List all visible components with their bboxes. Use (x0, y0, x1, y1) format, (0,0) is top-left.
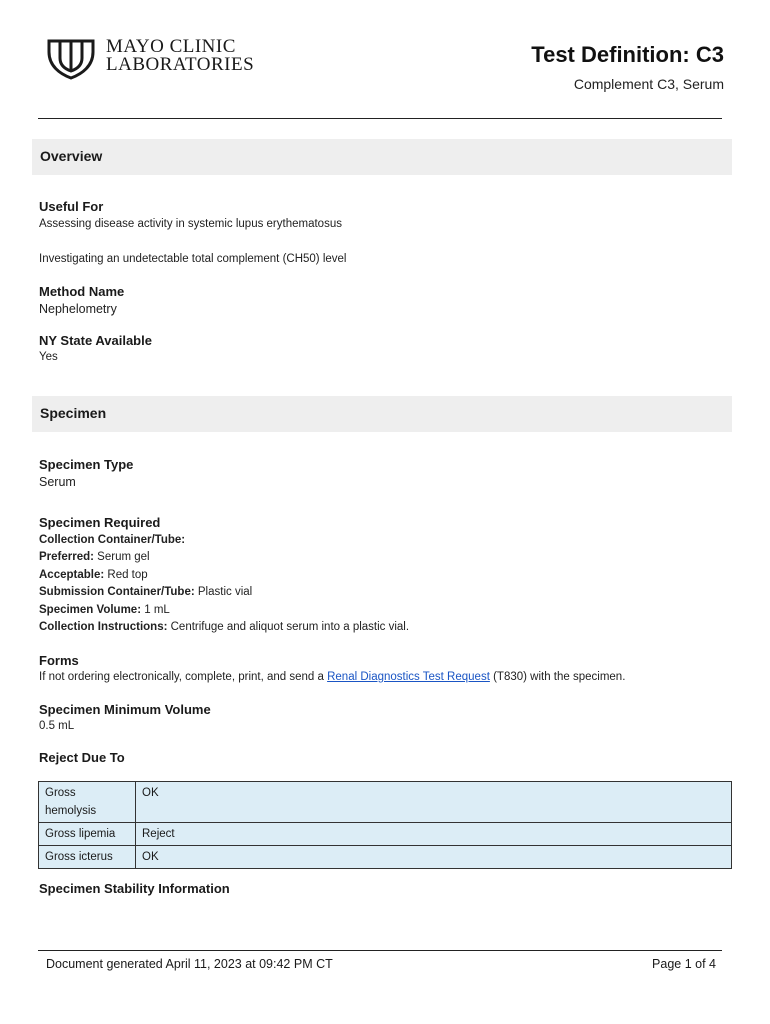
header-divider (38, 118, 722, 119)
reject-result: OK (136, 782, 732, 823)
instructions-line (39, 621, 409, 633)
page-title: Test Definition: C3 (531, 42, 724, 67)
collection-container-label: Collection Container/Tube: (39, 534, 186, 546)
acceptable-value: Red top (107, 569, 148, 581)
instructions-value: Centrifuge and aliquot serum into a plastic vial. (170, 621, 410, 633)
reject-condition: Gross icterus (39, 846, 136, 869)
volume-value: 1 mL (144, 604, 170, 616)
useful-for-item: Assessing disease activity in systemic lupus erythematosus (39, 218, 342, 230)
table-row (39, 782, 732, 823)
forms-text-before: If not ordering electronically, complete, print, and send a (39, 671, 324, 683)
page-number: Page 1 of 4 (652, 957, 716, 971)
reject-condition: Gross hemolysis (39, 782, 136, 823)
forms-text (39, 671, 625, 683)
overview-section-header (32, 139, 732, 175)
stability-heading: Specimen Stability Information (39, 881, 230, 896)
useful-for-item: Investigating an undetectable total complement (CH50) level (39, 253, 347, 265)
useful-for-heading: Useful For (39, 199, 104, 214)
instructions-label: Collection Instructions: (39, 621, 168, 633)
reject-result: Reject (136, 823, 732, 846)
ny-state-value: Yes (39, 351, 58, 363)
generated-date: Document generated April 11, 2023 at 09:42 PM CT (46, 957, 333, 971)
ny-state-heading: NY State Available (39, 333, 152, 348)
reject-condition: Gross lipemia (39, 823, 136, 846)
collection-container-line (39, 534, 185, 546)
reject-table (38, 781, 732, 869)
submission-value: Plastic vial (197, 586, 253, 598)
acceptable-label: Acceptable: (39, 569, 105, 581)
minimum-volume-value: 0.5 mL (39, 720, 75, 732)
logo-line-1: MAYO CLINIC (106, 36, 236, 57)
logo-line-2: LABORATORIES (106, 54, 255, 75)
submission-line (39, 586, 252, 598)
overview-section-title: Overview (40, 148, 103, 164)
method-name-heading: Method Name (39, 284, 125, 299)
preferred-line (39, 551, 150, 563)
minimum-volume-heading: Specimen Minimum Volume (39, 702, 211, 717)
reject-due-to-heading: Reject Due To (39, 750, 125, 765)
volume-label: Specimen Volume: (39, 604, 142, 616)
acceptable-line (39, 569, 148, 581)
footer-divider (38, 950, 722, 951)
specimen-type-value: Serum (39, 475, 76, 489)
method-name-value: Nephelometry (39, 302, 117, 316)
mayo-shield-icon (46, 38, 96, 80)
forms-text-after: (T830) with the specimen. (493, 671, 626, 683)
specimen-type-heading: Specimen Type (39, 457, 134, 472)
specimen-required-heading: Specimen Required (39, 515, 161, 530)
specimen-section-header (32, 396, 732, 432)
renal-request-form-link[interactable]: Renal Diagnostics Test Request (327, 671, 490, 683)
submission-label: Submission Container/Tube: (39, 586, 195, 598)
specimen-section-title: Specimen (40, 405, 107, 421)
forms-heading: Forms (39, 653, 79, 668)
preferred-value: Serum gel (97, 551, 150, 563)
preferred-label: Preferred: (39, 551, 94, 563)
table-row (39, 823, 732, 846)
page-subtitle: Complement C3, Serum (573, 76, 724, 92)
reject-result: OK (136, 846, 732, 869)
volume-line (39, 604, 170, 616)
logo (46, 38, 254, 80)
table-row (39, 846, 732, 869)
